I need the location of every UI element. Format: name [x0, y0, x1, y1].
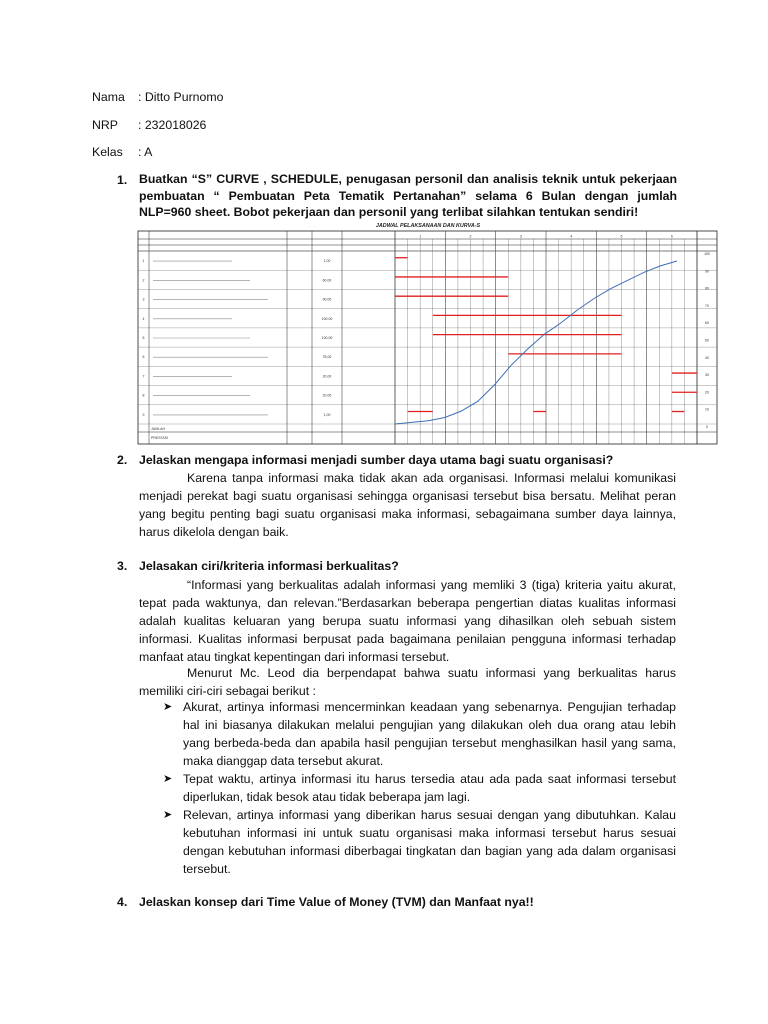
scale-label: 40 [705, 355, 709, 360]
row-weight: 1,00 [323, 412, 331, 417]
scale-label: 20 [705, 390, 709, 395]
schedule-title: JADWAL PELAKSANAAN DAN KURVA-S [375, 223, 481, 229]
month-label: 5 [620, 234, 623, 239]
answer-3-paragraph-2: Menurut Mc. Leod dia berpendapat bahwa suatu informasi yang berkualitas harus memiliki ciri-ciri sebagai berikut : [139, 666, 676, 698]
month-label: 2 [469, 234, 472, 239]
question-2-text: Jelaskan mengapa informasi menjadi sumber daya utama bagi suatu organisasi? [139, 453, 614, 467]
row-number: 9 [142, 412, 145, 417]
nama-value: : Ditto Purnomo [138, 90, 224, 104]
schedule-labels [143, 235, 710, 441]
scale-label: 0 [706, 425, 708, 429]
jumlah-label: JUMLAH [151, 427, 166, 431]
prestasi-label: PRESTASI [151, 436, 169, 440]
arrow-bullet-icon: ➤ [163, 773, 173, 785]
schedule-table [137, 219, 719, 445]
question-3-number: 3. [117, 559, 128, 573]
kelas-value: : A [138, 145, 153, 159]
month-label: 6 [670, 234, 673, 239]
schedule-svg [137, 219, 719, 445]
list-item [163, 770, 676, 806]
row-number: 2 [142, 278, 145, 283]
row-weight: 20,00 [322, 393, 332, 398]
arrow-bullet-icon: ➤ [163, 809, 173, 821]
row-weight: 1,00 [323, 259, 331, 264]
nama-label: Nama [92, 90, 125, 104]
row-number: 4 [142, 316, 145, 321]
criteria-accurate: Akurat, artinya informasi mencerminkan keadaan yang sebenarnya. Pengujian terhadap hal ini biasanya dilakukan melalui pengujian yang dilakukan oleh dua orang atau lebih yang berbeda-beda dan apabila hasil pengujian tersebut menghasilkan hasil yang sama, maka dianggap data tersebut akurat. [183, 700, 676, 768]
scale-label: 60 [705, 321, 709, 326]
question-2-number: 2. [117, 453, 128, 467]
row-weight: 78,00 [322, 355, 332, 360]
scale-label: 50 [705, 338, 709, 343]
scale-label: 70 [705, 303, 709, 308]
list-item [163, 698, 676, 770]
criteria-list [163, 698, 676, 878]
row-weight: 60,00 [322, 278, 332, 283]
question-1-text: Buatkan “S” CURVE , SCHEDULE, penugasan personil dan analisis teknik untuk pekerjaan pembuatan “ Pembuatan Peta Tematik Pertanahan” selama 6 Bulan dengan jumlah NLP=960 sheet. Bobot pekerjaan dan personil yang terlibat silahkan tentukan sendiri! [139, 172, 677, 219]
question-4-number: 4. [117, 895, 128, 909]
row-number: 1 [142, 259, 145, 264]
row-weight: 100,00 [321, 336, 333, 340]
month-label: 3 [519, 234, 522, 239]
month-label: 4 [570, 234, 573, 239]
scale-label: 90 [705, 269, 709, 274]
question-3-text: Jelasakan ciri/kriteria informasi berkualitas? [139, 559, 399, 573]
nrp-label: NRP [92, 118, 118, 132]
list-item [163, 806, 676, 878]
scale-label: 30 [705, 373, 709, 378]
row-number: 3 [142, 297, 145, 302]
row-number: 5 [142, 336, 145, 340]
s-curve-line [395, 261, 677, 424]
question-4-text: Jelaskan konsep dari Time Value of Money (TVM) dan Manfaat nya!! [139, 895, 534, 909]
nama-row [92, 88, 223, 106]
row-weight: 90,00 [322, 297, 332, 302]
arrow-bullet-icon: ➤ [163, 701, 173, 713]
row-weight: 20,00 [322, 374, 332, 379]
row-weight: 100,00 [321, 316, 333, 321]
row-number: 6 [142, 355, 145, 360]
scale-label: 10 [705, 407, 709, 412]
nrp-row [92, 116, 206, 134]
kelas-row [92, 143, 152, 161]
row-number: 8 [142, 393, 145, 398]
criteria-timely: Tepat waktu, artinya informasi itu harus tersedia atau ada pada saat informasi tersebut diperlukan, tidak besok atau tidak beberapa jam lagi. [183, 772, 676, 804]
scale-label: 80 [705, 286, 709, 291]
row-number: 7 [142, 374, 145, 379]
answer-3-paragraph-1: “Informasi yang berkualitas adalah informasi yang memliki 3 (tiga) kriteria yaitu akurat, tepat pada waktunya, dan relevan.”Berdasarkan beberapa pengertian diatas kualitas informasi adalah kualitas keluaran yang berupa suatu informasi yang dihasilkan oleh sebuah sistem informasi. Kualitas informasi berpusat pada bagaimana penilaian pengguna informasi terhadap manfaat atau tingkat kepentingan dari informasi tersebut. [139, 578, 676, 664]
kelas-label: Kelas [92, 145, 123, 159]
criteria-relevant: Relevan, artinya informasi yang diberikan harus sesuai dengan yang dibutuhkan. Kalau kebutuhan informasi ini untuk suatu organisasi maka informasi tersebut harus sesuai dengan kebutuhan informasi diberbagai tingkatan dan bagian yang ada dalam organisasi tersebut. [183, 808, 676, 876]
question-1-number: 1. [117, 173, 128, 187]
month-label: 1 [419, 234, 422, 239]
answer-2: Karena tanpa informasi maka tidak akan ada organisasi. Informasi melalui komunikasi menjadi perekat bagi suatu organisasi sehingga organisasi tersebut bisa bersatu. Melihat peran yang begitu penting bagi suatu organisasi maka informasi, sebagaimana sumber daya lainnya, harus dikelola dengan baik. [139, 471, 676, 539]
scale-label: 100 [704, 252, 710, 256]
nrp-value: : 232018026 [138, 118, 207, 132]
